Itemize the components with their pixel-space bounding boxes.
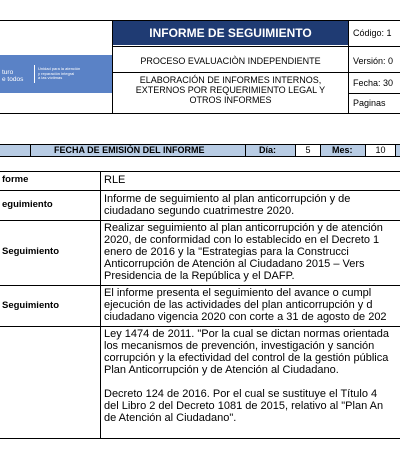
version-field: Versión: 0 [353,56,394,66]
row-content [104,193,350,217]
logo-subtitle: Unidad para la atención [38,66,81,71]
content-line: ciudadano segundo cuatrimestre 2020. [104,205,295,217]
content-line: RLE [104,174,126,186]
row-label: Seguimiento [2,300,60,311]
code-field: Código: 1 [353,28,392,38]
elaboration-line: ELABORACIÓN DE INFORMES INTERNOS, [139,75,322,85]
row-content [104,287,387,323]
content-line: Plan Anticorrupción y de Atención al Ciudadano. [104,364,339,376]
day-label: Día: [259,145,277,155]
content-line: Ley 1474 de 2011. "Por la cual se dictan normas orientada [104,328,389,340]
content-line: El informe presenta el seguimiento del avance o cumpl [104,287,372,299]
logo-subtitle: y reparación integral [38,70,75,76]
emission-date-label: FECHA DE EMISIÓN DEL INFORME [54,145,205,155]
content-line: corrupción y la efectividad del control de la gestión pública [104,352,389,364]
content-line: Informe de seguimiento al plan anticorrupción y de [104,193,351,205]
row-content [104,174,125,186]
content-line: ciudadano vigencia 2020 con corte a 31 de agosto de 202 [104,311,387,323]
elaboration-line: OTROS INFORMES [189,95,272,105]
row-content [104,328,389,424]
content-line: 2020, de conformidad con lo establecido en el Decreto 1 [104,234,380,246]
content-line: de Atención al Ciudadano". [104,412,237,424]
content-line: enero de 2016 y la "Estrategias para la Construcci [104,246,349,258]
date-field: Fecha: 30 [353,78,394,88]
row-content [104,222,383,282]
row-label: forme [2,174,29,185]
logo-subtitle: a las víctimas [38,75,63,81]
content-line: los mecanismos de prevención, investigación y sanción [104,340,375,352]
content-line: ejecución de las actividades del plan anticorrupción y d [104,299,373,311]
elaboration-line: EXTERNOS POR REQUERIMIENTO LEGAL Y [135,85,326,95]
content-line: Anticorrupción de Atención al Ciudadano 2015 – Vers [104,258,365,270]
process-name: PROCESO EVALUACIÒN INDEPENDIENTE [140,56,321,66]
day-value: 5 [305,145,311,155]
logo-text: e todos [2,76,24,83]
logo-text: turo [2,69,14,76]
content-line: Presidencia de la República y el DAFP. [104,270,295,282]
row-label: eguimiento [2,199,53,210]
content-line: Realizar seguimiento al plan anticorrupción y de atención [104,222,383,234]
content-gap [104,376,389,388]
content-line: Decreto 124 de 2016. Por el cual se sustituye el Título 4 [104,388,378,400]
month-label: Mes: [332,145,353,155]
content-line: del Libro 2 del Decreto 1081 de 2015, relativo al "Plan An [104,400,384,412]
month-value: 10 [375,145,386,155]
report-title-text: INFORME DE SEGUIMIENTO [149,26,312,40]
pages-field: Paginas [353,98,386,108]
row-label: Seguimiento [2,246,60,257]
